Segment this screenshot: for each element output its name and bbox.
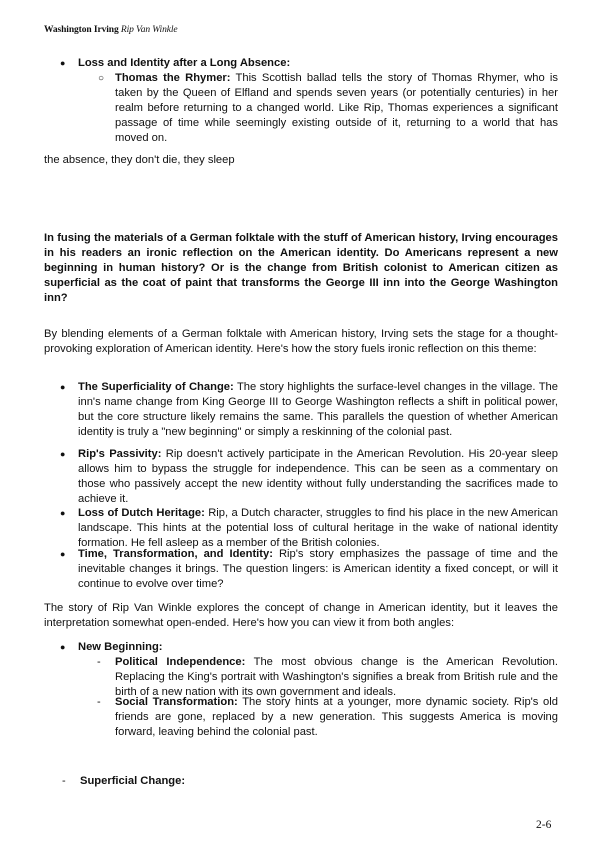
essay-question: In fusing the materials of a German folktale with the stuff of American history, Irving encourages in his readers an ironic reflection on the American identity. Do Americans represent a new beginning in human history? Or is the change from British colonist to American citizen as superficial as the coat of paint that transforms the George III inn into the George Washington inn? — [44, 232, 558, 304]
theme-text: The story highlights the surface-level changes in the village. The inn's name change from King George III to George Washington reflects a shift in political power, but the core structure likely remains the same. This parallels the question of whether American identity is truly a "new beginning" or simply a reskinning of the colonial past. — [78, 381, 558, 438]
header-title: Rip Van Winkle — [120, 25, 178, 35]
dash-mark: - — [62, 775, 66, 787]
subitem-label: Social Transformation: — [115, 696, 238, 708]
bullet-mark: ● — [60, 382, 66, 392]
subitem-text: The story hints at a younger, more dynamic society. Rip's old friends are gone, replaced by a new generation. This suggests America is moving forward, leaving behind the colonial past. — [115, 696, 558, 738]
bullet-mark: ● — [60, 508, 66, 518]
theme-item — [60, 447, 558, 507]
loss-heading-item — [60, 56, 558, 71]
running-header — [44, 25, 178, 35]
bullet-mark: ● — [60, 642, 66, 652]
bullet-mark: ● — [60, 58, 66, 68]
theme-text: Rip doesn't actively participate in the American Revolution. His 20-year sleep allows him to bypass the struggle for independence. This can be seen as a commentary on those who passively accept the new identity without fully understanding the sacrifices made to achieve it. — [78, 448, 558, 505]
theme-label: The Superficiality of Change: — [78, 381, 234, 393]
superficial-change-heading: Superficial Change: — [80, 775, 186, 787]
new-beginning-heading: New Beginning: — [78, 641, 163, 653]
theme-text: Rip, a Dutch character, struggles to find his place in the new American landscape. This hints at the potential loss of cultural heritage in the wake of national identity formation. He fell asleep as a member of the British colonies. — [78, 507, 558, 549]
circle-bullet-mark: ○ — [98, 73, 105, 84]
theme-item — [60, 547, 558, 592]
bullet-mark: ● — [60, 549, 66, 559]
dash-mark: - — [97, 696, 101, 708]
theme-label: Loss of Dutch Heritage: — [78, 507, 205, 519]
thomas-rhymer-text: This Scottish ballad tells the story of Thomas Rhymer, who is taken by the Queen of Elfland and spends seven years (or potentially centuries) in her realm before returning to a changed world. Like Rip, Thomas experiences a significant passage of time while seemingly existing outside of it, returning to a world that has moved on. — [115, 72, 558, 144]
bullet-mark: ● — [60, 449, 66, 459]
loss-heading: Loss and Identity after a Long Absence: — [78, 57, 291, 69]
angles-paragraph: The story of Rip Van Winkle explores the concept of change in American identity, but it leaves the interpretation somewhat open-ended. Here's how you can view it from both angles: — [44, 602, 558, 629]
header-author: Washington Irving — [44, 25, 119, 35]
dash-mark: - — [97, 656, 101, 668]
theme-text: Rip's story emphasizes the passage of time and the inevitable changes it brings. The question lingers: is American identity a fixed concept, or will it continue to evolve over time? — [78, 548, 558, 590]
theme-item — [60, 380, 558, 440]
theme-item — [60, 506, 558, 551]
theme-label: Rip's Passivity: — [78, 448, 162, 460]
thomas-rhymer-label: Thomas the Rhymer: — [115, 72, 231, 84]
new-beginning-subitem — [97, 695, 558, 740]
new-beginning-subitem — [97, 655, 558, 700]
page-number: 2-6 — [536, 819, 552, 831]
new-beginning-item — [60, 640, 558, 655]
intro-paragraph: By blending elements of a German folktale with American history, Irving sets the stage for a thought-provoking exploration of American identity. Here's how the story fuels ironic reflection on this theme: — [44, 328, 558, 355]
thomas-rhymer-item — [98, 71, 558, 146]
subitem-label: Political Independence: — [115, 656, 246, 668]
theme-label: Time, Transformation, and Identity: — [78, 548, 273, 560]
superficial-change-item — [62, 774, 558, 789]
absence-note: the absence, they don't die, they sleep — [44, 154, 235, 166]
subitem-text: The most obvious change is the American Revolution. Replacing the King's portrait with Washington's signifies a break from British rule and the birth of a new nation with its own government and ideals. — [115, 656, 558, 698]
